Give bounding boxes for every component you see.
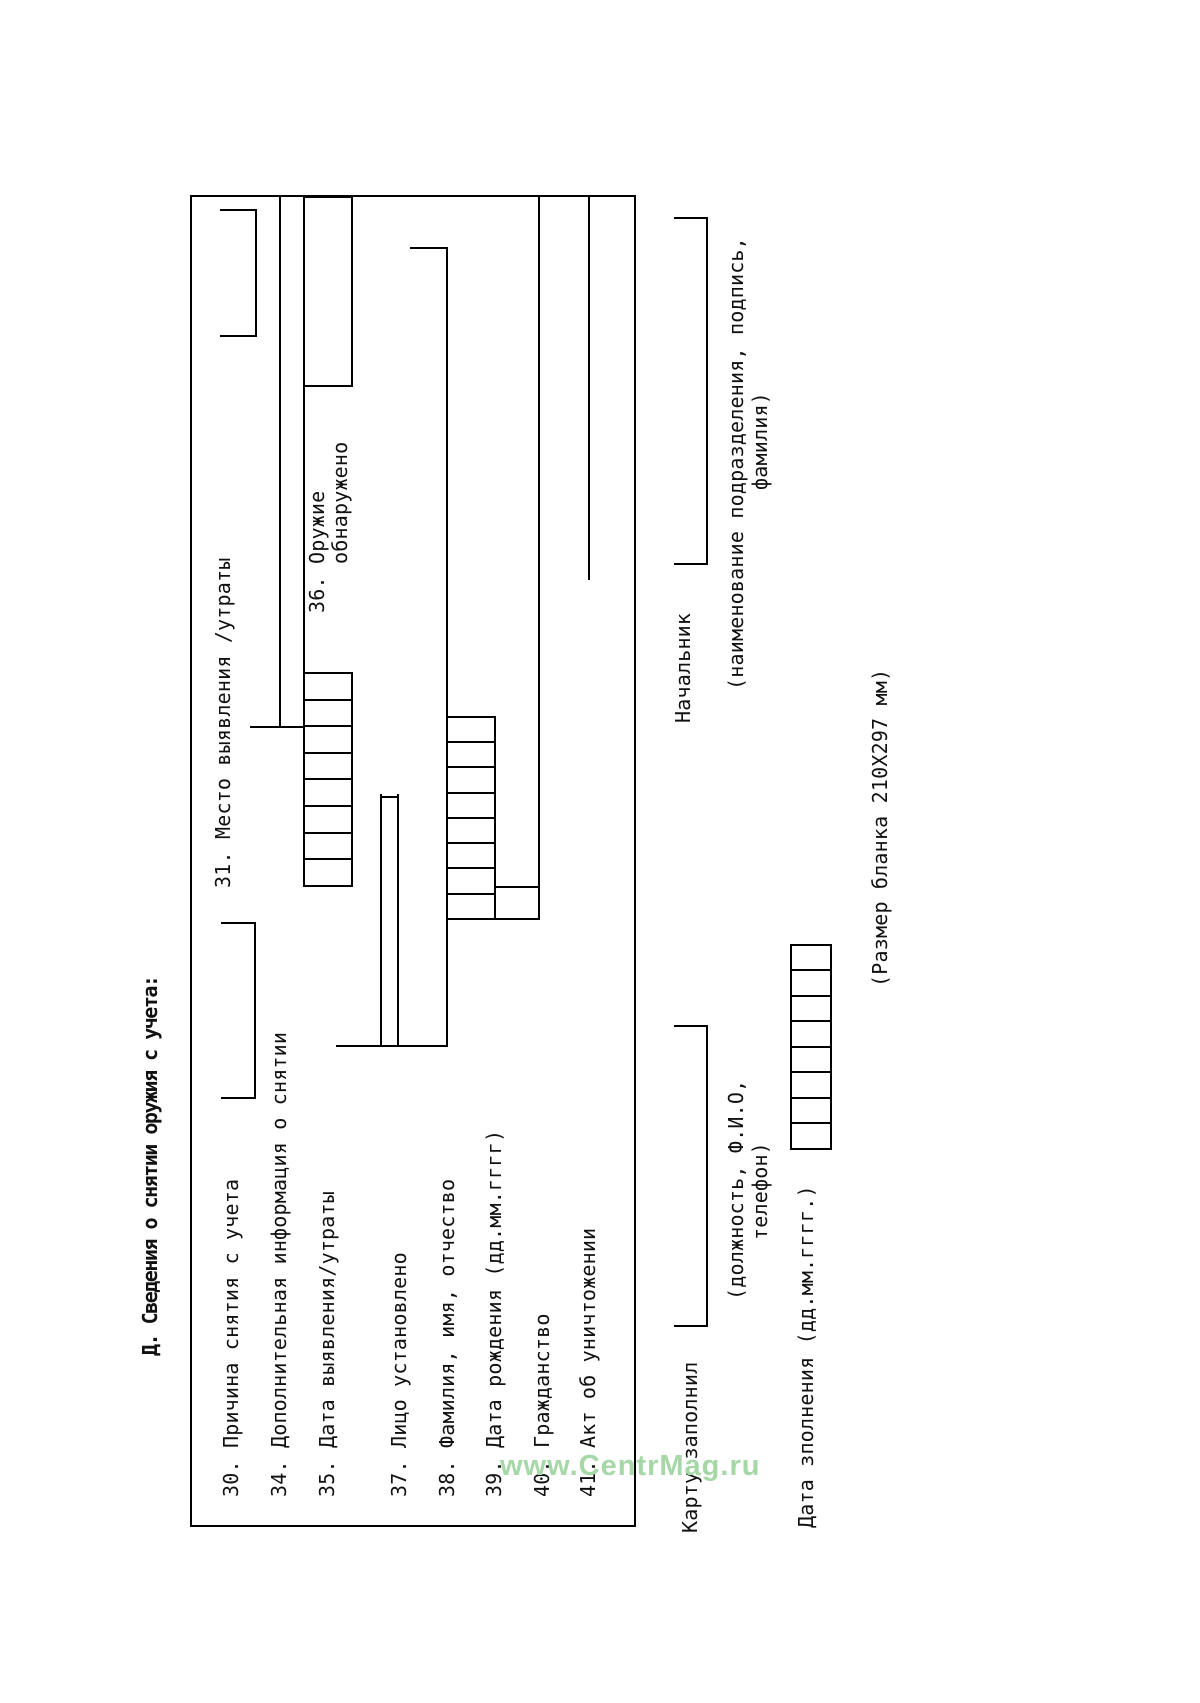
field-label-31: 31. Место выявления /утраты (211, 557, 235, 888)
field-41-line (588, 196, 590, 580)
field-label-36-line1: 36. Оружие (305, 490, 329, 613)
field-30-writein-tick-left (221, 1097, 256, 1099)
field-30-writein-line (254, 922, 256, 1099)
field-label-39: 39. Дата рождения (дд.мм.гггг) (482, 1129, 506, 1497)
filled-by-signature-line (706, 1025, 708, 1327)
field-31-writein-tick-right (220, 209, 257, 211)
field-37-box-bottom (397, 794, 399, 1047)
field-36-answer-box (303, 196, 353, 387)
field-label-38: 38. Фамилия, имя, отчество (435, 1178, 459, 1497)
field-37-box-top (380, 794, 382, 1047)
filled-by-line-tick-left (674, 1325, 708, 1327)
field-40-line (538, 196, 540, 920)
date-cells-fill-date (790, 944, 832, 1150)
field-37-box-rightcap (380, 796, 399, 798)
field-label-35: 35. Дата выявления/утраты (315, 1190, 339, 1497)
chief-caption-line2: фамилия) (748, 392, 772, 490)
field-label-40: 40. Гражданство (530, 1313, 554, 1497)
chief-caption-line1: (наименование подразделения, подпись, (724, 237, 748, 690)
date-cells-field-35 (303, 672, 353, 887)
field-label-36-line2: обнаружено (328, 441, 352, 564)
field-31-writein-tick-left (220, 335, 257, 337)
field-40-checkbox (494, 886, 540, 920)
field-31-writein-line (255, 209, 257, 337)
field-38-writein-tick-right (410, 247, 448, 249)
field-38-writein-line (446, 247, 448, 1047)
field-label-30: 30. Причина снятия с учета (219, 1178, 243, 1497)
table-border (190, 195, 636, 1527)
filled-by-line-tick-right (674, 1025, 708, 1027)
field-label-41: 41. Акт об уничтожении (576, 1227, 600, 1497)
form-size-note: (Размер бланка 210X297 мм) (868, 668, 892, 987)
divider-row31-bottom (279, 196, 281, 727)
field-label-37: 37. Лицо установлено (387, 1252, 411, 1497)
section-title: Д. Сведения о снятии оружия с учета: (138, 976, 162, 1356)
field-label-34: 34. Дополнительная информация о снятии (267, 1031, 291, 1497)
filled-by-caption-line2: телефон) (748, 1142, 772, 1240)
watermark: www.CentrMag.ru (500, 1450, 761, 1482)
field-37-left-connector (336, 1045, 448, 1047)
chief-line-tick-right (674, 217, 708, 219)
field-30-writein-tick-right (221, 922, 256, 924)
date-cells-field-39 (446, 716, 496, 920)
chief-label: Начальник (671, 612, 695, 723)
filled-by-caption-line1: (должность, Ф.И.О, (724, 1079, 748, 1300)
chief-signature-line (706, 217, 708, 565)
chief-line-tick-left (674, 563, 708, 565)
fill-date-label: Дата зполнения (дд.мм.гггг.) (794, 1185, 818, 1528)
filled-by-label: Карту заполнил (678, 1361, 702, 1533)
divider-endcap (250, 726, 305, 728)
